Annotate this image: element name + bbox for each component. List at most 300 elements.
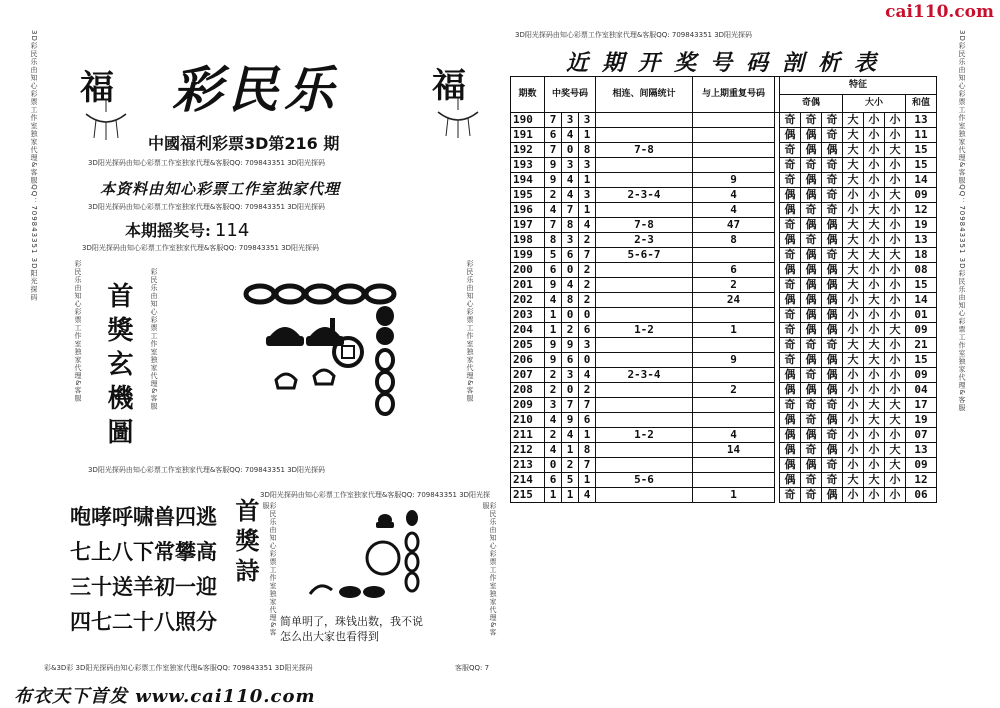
cell-digit-1: 9	[545, 338, 562, 353]
cell-digit-2: 2	[562, 458, 579, 473]
cell-repeat	[693, 413, 775, 428]
cell-digit-1: 1	[545, 323, 562, 338]
cell-issue: 198	[511, 233, 545, 248]
cell-big-small-3: 小	[885, 383, 906, 398]
cell-odd-even-2: 偶	[801, 353, 822, 368]
cell-digit-1: 9	[545, 278, 562, 293]
cell-adjacent	[596, 128, 693, 143]
watermark-line-3: 3D阳光探码由知心彩票工作室独家代理&客服QQ: 709843351 3D阳光探码	[82, 244, 320, 252]
cell-odd-even-3: 偶	[822, 353, 843, 368]
table-row	[511, 308, 937, 323]
cell-adjacent: 7-8	[596, 143, 693, 158]
poem-line-3: 三十送羊初一迎	[70, 575, 217, 599]
table-row	[511, 428, 937, 443]
cell-big-small-3: 大	[885, 458, 906, 473]
watermark-puzzle-inner: 彩民乐由知心彩票工作室独家代理&客服	[150, 268, 158, 411]
poem-caption-line-2: 怎么出大家也看得到	[280, 630, 379, 643]
cell-big-small-3: 小	[885, 368, 906, 383]
cell-odd-even-1: 奇	[780, 323, 801, 338]
cell-sum: 08	[906, 263, 937, 278]
cell-odd-even-2: 偶	[801, 263, 822, 278]
watermark-poem-left: 彩民乐由知心彩票工作室独家代理&客服	[262, 502, 277, 637]
cell-adjacent	[596, 158, 693, 173]
cell-adjacent: 2-3-4	[596, 368, 693, 383]
cell-digit-1: 4	[545, 293, 562, 308]
cell-sum: 09	[906, 188, 937, 203]
cell-issue: 213	[511, 458, 545, 473]
cell-digit-2: 3	[562, 233, 579, 248]
cell-odd-even-3: 偶	[822, 218, 843, 233]
cell-big-small-2: 大	[864, 218, 885, 233]
cell-sum: 11	[906, 128, 937, 143]
cell-repeat	[693, 398, 775, 413]
cell-digit-3: 3	[579, 338, 596, 353]
cell-repeat	[693, 338, 775, 353]
cell-issue: 211	[511, 428, 545, 443]
cell-odd-even-2: 偶	[801, 308, 822, 323]
cell-big-small-2: 大	[864, 293, 885, 308]
poem-line-4: 四七二十八照分	[70, 610, 217, 634]
cell-adjacent: 5-6-7	[596, 248, 693, 263]
watermark-qq-end: 客服QQ: 7	[455, 664, 490, 672]
cell-issue: 205	[511, 338, 545, 353]
cell-big-small-2: 小	[864, 428, 885, 443]
cell-digit-1: 2	[545, 368, 562, 383]
cell-odd-even-1: 偶	[780, 263, 801, 278]
cell-digit-1: 6	[545, 128, 562, 143]
cell-big-small-3: 大	[885, 248, 906, 263]
cell-digit-2: 6	[562, 248, 579, 263]
cell-repeat: 24	[693, 293, 775, 308]
cell-issue: 206	[511, 353, 545, 368]
cell-big-small-3: 小	[885, 158, 906, 173]
cell-digit-3: 1	[579, 203, 596, 218]
header-number: 中奖号码	[545, 77, 596, 113]
cell-odd-even-3: 奇	[822, 458, 843, 473]
cell-digit-1: 2	[545, 428, 562, 443]
cell-odd-even-1: 奇	[780, 353, 801, 368]
cell-odd-even-1: 奇	[780, 308, 801, 323]
cell-odd-even-1: 偶	[780, 413, 801, 428]
cell-sum: 15	[906, 278, 937, 293]
watermark-line-1: 3D阳光探码由知心彩票工作室独家代理&客服QQ: 709843351 3D阳光探码	[88, 159, 326, 167]
table-row	[511, 128, 937, 143]
cell-adjacent	[596, 113, 693, 128]
cell-digit-1: 6	[545, 473, 562, 488]
watermark-top: 3D阳光探码由知心彩票工作室独家代理&客服QQ: 709843351 3D阳光探码	[515, 31, 753, 39]
cell-issue: 202	[511, 293, 545, 308]
cell-odd-even-2: 偶	[801, 323, 822, 338]
cell-big-small-2: 小	[864, 488, 885, 503]
watermark-side-left: 3D彩民乐由知心彩票工作室独家代理&客服QQ：709843351 3D阳光探码	[30, 30, 38, 302]
cell-big-small-1: 大	[843, 233, 864, 248]
cell-sum: 04	[906, 383, 937, 398]
cell-odd-even-3: 奇	[822, 158, 843, 173]
cell-big-small-3: 小	[885, 263, 906, 278]
cell-odd-even-1: 偶	[780, 368, 801, 383]
cell-big-small-2: 小	[864, 368, 885, 383]
cell-big-small-1: 小	[843, 428, 864, 443]
cell-big-small-3: 小	[885, 233, 906, 248]
table-row	[511, 143, 937, 158]
cell-issue: 196	[511, 203, 545, 218]
cell-digit-1: 0	[545, 458, 562, 473]
cell-big-small-1: 小	[843, 488, 864, 503]
cell-big-small-2: 小	[864, 128, 885, 143]
cell-repeat	[693, 143, 775, 158]
cell-odd-even-2: 奇	[801, 338, 822, 353]
cell-big-small-2: 小	[864, 143, 885, 158]
cell-digit-2: 7	[562, 203, 579, 218]
cell-sum: 21	[906, 338, 937, 353]
cell-repeat: 9	[693, 353, 775, 368]
cell-odd-even-2: 奇	[801, 158, 822, 173]
cell-digit-1: 9	[545, 353, 562, 368]
cell-odd-even-1: 奇	[780, 158, 801, 173]
cell-odd-even-3: 偶	[822, 308, 843, 323]
cell-sum: 06	[906, 488, 937, 503]
cell-big-small-3: 小	[885, 338, 906, 353]
cell-adjacent	[596, 413, 693, 428]
cell-issue: 201	[511, 278, 545, 293]
header-repeat: 与上期重复号码	[693, 77, 775, 113]
cell-odd-even-1: 偶	[780, 293, 801, 308]
draw-number-value: 114	[214, 220, 250, 241]
table-row	[511, 203, 937, 218]
cell-big-small-1: 大	[843, 473, 864, 488]
cell-odd-even-3: 奇	[822, 113, 843, 128]
cell-sum: 09	[906, 458, 937, 473]
watermark-line-4: 3D阳光探码由知心彩票工作室独家代理&客服QQ: 709843351 3D阳光探码	[88, 466, 326, 474]
cell-big-small-1: 小	[843, 293, 864, 308]
cell-repeat	[693, 473, 775, 488]
cell-issue: 214	[511, 473, 545, 488]
cell-odd-even-3: 偶	[822, 263, 843, 278]
watermark-box-right: 彩民乐由知心彩票工作室独家代理&客服	[466, 260, 474, 403]
cell-issue: 204	[511, 323, 545, 338]
table-row	[511, 293, 937, 308]
cell-digit-1: 9	[545, 173, 562, 188]
cell-odd-even-3: 偶	[822, 293, 843, 308]
table-row	[511, 458, 937, 473]
cell-digit-3: 1	[579, 428, 596, 443]
cell-digit-2: 3	[562, 368, 579, 383]
cell-digit-1: 9	[545, 158, 562, 173]
cell-odd-even-1: 偶	[780, 233, 801, 248]
cell-sum: 13	[906, 113, 937, 128]
cell-odd-even-1: 偶	[780, 428, 801, 443]
cell-big-small-2: 小	[864, 113, 885, 128]
cell-digit-3: 2	[579, 293, 596, 308]
cell-big-small-3: 小	[885, 218, 906, 233]
cell-big-small-3: 小	[885, 428, 906, 443]
cell-issue: 215	[511, 488, 545, 503]
cell-big-small-1: 小	[843, 188, 864, 203]
cell-odd-even-1: 偶	[780, 128, 801, 143]
cell-digit-1: 2	[545, 188, 562, 203]
cell-odd-even-2: 偶	[801, 173, 822, 188]
cell-odd-even-3: 偶	[822, 368, 843, 383]
cell-repeat: 2	[693, 383, 775, 398]
cell-sum: 18	[906, 248, 937, 263]
poem-vertical-title: 首獎詩	[231, 498, 260, 588]
fu-character-left: 福	[80, 68, 114, 108]
cell-digit-1: 4	[545, 413, 562, 428]
header-big-small: 大小	[843, 95, 906, 113]
cell-big-small-2: 大	[864, 248, 885, 263]
cell-digit-2: 3	[562, 113, 579, 128]
table-row	[511, 263, 937, 278]
cell-adjacent	[596, 173, 693, 188]
cell-issue: 210	[511, 413, 545, 428]
cell-big-small-2: 小	[864, 233, 885, 248]
cell-digit-3: 0	[579, 308, 596, 323]
cell-adjacent	[596, 308, 693, 323]
cell-big-small-1: 大	[843, 113, 864, 128]
cell-digit-1: 7	[545, 143, 562, 158]
cell-digit-2: 6	[562, 353, 579, 368]
cell-digit-3: 3	[579, 113, 596, 128]
cell-sum: 13	[906, 233, 937, 248]
cell-digit-2: 2	[562, 323, 579, 338]
cell-odd-even-3: 奇	[822, 128, 843, 143]
cell-odd-even-1: 偶	[780, 458, 801, 473]
cell-big-small-3: 大	[885, 398, 906, 413]
cell-repeat: 8	[693, 233, 775, 248]
cell-odd-even-3: 偶	[822, 143, 843, 158]
cell-issue: 208	[511, 383, 545, 398]
cell-big-small-1: 大	[843, 128, 864, 143]
cell-repeat	[693, 308, 775, 323]
cell-big-small-3: 小	[885, 128, 906, 143]
cell-repeat	[693, 158, 775, 173]
cell-digit-3: 1	[579, 173, 596, 188]
cell-sum: 12	[906, 203, 937, 218]
cell-digit-2: 4	[562, 188, 579, 203]
cell-odd-even-2: 奇	[801, 398, 822, 413]
cell-big-small-1: 小	[843, 323, 864, 338]
cell-big-small-1: 小	[843, 443, 864, 458]
cell-digit-3: 4	[579, 368, 596, 383]
cell-odd-even-1: 偶	[780, 473, 801, 488]
cell-odd-even-3: 偶	[822, 443, 843, 458]
cell-big-small-1: 小	[843, 413, 864, 428]
cell-odd-even-3: 奇	[822, 188, 843, 203]
cell-big-small-3: 小	[885, 113, 906, 128]
cell-digit-3: 3	[579, 188, 596, 203]
lantern-left-icon	[76, 100, 136, 140]
cell-odd-even-2: 偶	[801, 188, 822, 203]
cell-big-small-2: 小	[864, 278, 885, 293]
cell-big-small-2: 大	[864, 338, 885, 353]
cell-digit-2: 9	[562, 338, 579, 353]
cell-big-small-2: 小	[864, 443, 885, 458]
table-row	[511, 398, 937, 413]
cell-digit-2: 0	[562, 263, 579, 278]
cell-big-small-1: 大	[843, 263, 864, 278]
cell-odd-even-3: 奇	[822, 473, 843, 488]
cell-adjacent	[596, 398, 693, 413]
cell-issue: 193	[511, 158, 545, 173]
cell-repeat: 1	[693, 488, 775, 503]
cell-digit-3: 7	[579, 458, 596, 473]
issue-heading: 中國福利彩票3D第216 期	[148, 134, 340, 153]
cell-digit-2: 1	[562, 488, 579, 503]
poem-caption	[280, 614, 423, 644]
cell-adjacent	[596, 353, 693, 368]
fu-character-right: 福	[432, 66, 466, 106]
cell-digit-2: 8	[562, 293, 579, 308]
table-row	[511, 413, 937, 428]
cell-issue: 199	[511, 248, 545, 263]
cell-issue: 212	[511, 443, 545, 458]
cell-big-small-1: 大	[843, 338, 864, 353]
watermark-line-2: 3D阳光探码由知心彩票工作室独家代理&客服QQ: 709843351 3D阳光探码	[88, 203, 326, 211]
cell-sum: 09	[906, 323, 937, 338]
cell-digit-3: 8	[579, 443, 596, 458]
cell-repeat: 14	[693, 443, 775, 458]
cell-digit-3: 4	[579, 488, 596, 503]
cell-odd-even-3: 奇	[822, 428, 843, 443]
poem-caption-line-1: 简单明了，珠钱出数，我不说	[280, 615, 423, 628]
cell-big-small-2: 大	[864, 353, 885, 368]
cell-big-small-1: 大	[843, 278, 864, 293]
cell-odd-even-3: 奇	[822, 338, 843, 353]
main-title: 彩民乐	[172, 60, 340, 119]
cell-big-small-3: 小	[885, 293, 906, 308]
cell-digit-1: 2	[545, 383, 562, 398]
cell-big-small-3: 大	[885, 188, 906, 203]
table-row	[511, 383, 937, 398]
cell-big-small-2: 大	[864, 413, 885, 428]
cell-digit-1: 6	[545, 263, 562, 278]
cell-odd-even-2: 奇	[801, 473, 822, 488]
cell-adjacent: 7-8	[596, 218, 693, 233]
cell-adjacent	[596, 488, 693, 503]
cell-odd-even-2: 奇	[801, 413, 822, 428]
cell-digit-1: 4	[545, 203, 562, 218]
cell-big-small-1: 大	[843, 248, 864, 263]
cell-sum: 19	[906, 218, 937, 233]
cell-adjacent: 2-3-4	[596, 188, 693, 203]
cell-digit-3: 7	[579, 248, 596, 263]
cell-odd-even-2: 偶	[801, 143, 822, 158]
cell-digit-3: 2	[579, 278, 596, 293]
cell-adjacent	[596, 338, 693, 353]
cell-digit-3: 8	[579, 143, 596, 158]
cell-odd-even-3: 偶	[822, 233, 843, 248]
cell-digit-1: 8	[545, 233, 562, 248]
cell-big-small-2: 小	[864, 158, 885, 173]
cell-odd-even-1: 奇	[780, 398, 801, 413]
cell-adjacent	[596, 458, 693, 473]
cell-sum: 13	[906, 443, 937, 458]
cell-odd-even-1: 奇	[780, 143, 801, 158]
cell-big-small-2: 小	[864, 458, 885, 473]
cell-issue: 192	[511, 143, 545, 158]
cell-digit-2: 4	[562, 173, 579, 188]
watermark-box-left: 彩民乐由知心彩票工作室独家代理&客服	[74, 260, 82, 403]
cell-digit-3: 1	[579, 128, 596, 143]
cell-big-small-1: 小	[843, 458, 864, 473]
table-body	[511, 113, 937, 503]
site-logo[interactable]: cai110.com	[885, 2, 994, 22]
cell-big-small-1: 大	[843, 353, 864, 368]
table-row	[511, 248, 937, 263]
cell-digit-2: 7	[562, 398, 579, 413]
cell-odd-even-2: 偶	[801, 428, 822, 443]
cell-issue: 203	[511, 308, 545, 323]
cell-big-small-3: 大	[885, 413, 906, 428]
cell-adjacent: 5-6	[596, 473, 693, 488]
cell-odd-even-3: 偶	[822, 413, 843, 428]
cell-digit-2: 3	[562, 158, 579, 173]
cell-odd-even-2: 奇	[801, 113, 822, 128]
cell-odd-even-1: 奇	[780, 248, 801, 263]
table-row	[511, 323, 937, 338]
cell-big-small-3: 大	[885, 143, 906, 158]
cell-digit-3: 2	[579, 383, 596, 398]
table-row	[511, 233, 937, 248]
cell-odd-even-1: 奇	[780, 338, 801, 353]
cell-big-small-1: 小	[843, 398, 864, 413]
cell-digit-2: 1	[562, 443, 579, 458]
cell-odd-even-1: 奇	[780, 218, 801, 233]
cell-adjacent	[596, 263, 693, 278]
puzzle-illustration	[240, 276, 410, 436]
cell-odd-even-2: 奇	[801, 368, 822, 383]
cell-adjacent	[596, 203, 693, 218]
cell-issue: 191	[511, 128, 545, 143]
cell-sum: 15	[906, 353, 937, 368]
puzzle-vertical-title: 首獎玄機圖	[103, 282, 133, 452]
cell-big-small-3: 小	[885, 203, 906, 218]
cell-issue: 200	[511, 263, 545, 278]
table-row	[511, 188, 937, 203]
cell-repeat: 2	[693, 278, 775, 293]
cell-adjacent	[596, 278, 693, 293]
cell-sum: 14	[906, 293, 937, 308]
cell-digit-2: 5	[562, 473, 579, 488]
watermark-line-bottom: 彩&3D彩 3D阳光探码由知心彩票工作室独家代理&客服QQ: 709843351 3D阳光探码	[44, 664, 313, 672]
cell-odd-even-3: 奇	[822, 398, 843, 413]
cell-adjacent	[596, 383, 693, 398]
cell-big-small-1: 大	[843, 218, 864, 233]
cell-big-small-1: 大	[843, 143, 864, 158]
cell-adjacent	[596, 293, 693, 308]
cell-odd-even-2: 偶	[801, 218, 822, 233]
table-row	[511, 473, 937, 488]
cell-odd-even-2: 偶	[801, 458, 822, 473]
cell-digit-2: 9	[562, 413, 579, 428]
cell-issue: 195	[511, 188, 545, 203]
cell-odd-even-3: 奇	[822, 173, 843, 188]
cell-big-small-3: 小	[885, 353, 906, 368]
cell-big-small-1: 小	[843, 308, 864, 323]
table-row	[511, 443, 937, 458]
cell-odd-even-2: 奇	[801, 203, 822, 218]
cell-big-small-2: 小	[864, 383, 885, 398]
cell-digit-1: 4	[545, 443, 562, 458]
cell-repeat: 9	[693, 173, 775, 188]
cell-sum: 01	[906, 308, 937, 323]
cell-digit-3: 4	[579, 218, 596, 233]
cell-digit-3: 6	[579, 323, 596, 338]
cell-big-small-3: 小	[885, 488, 906, 503]
cell-digit-2: 4	[562, 128, 579, 143]
cell-odd-even-1: 偶	[780, 383, 801, 398]
table-row	[511, 338, 937, 353]
